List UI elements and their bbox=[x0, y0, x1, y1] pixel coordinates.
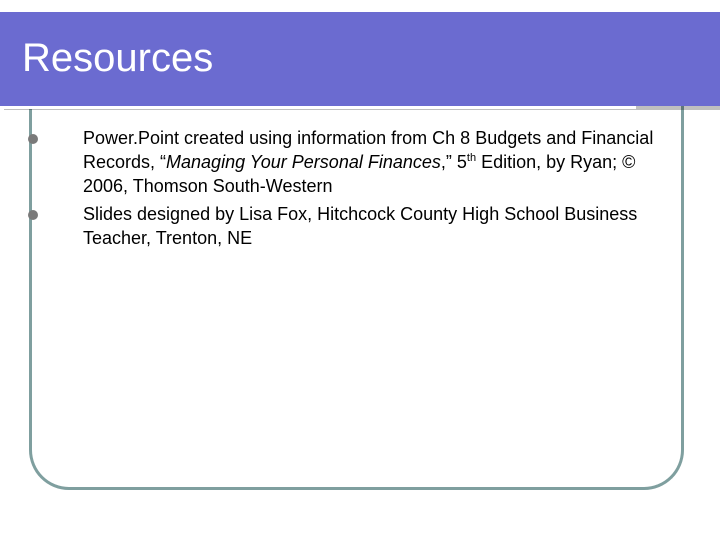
bullet-list bbox=[28, 126, 668, 254]
bullet-dot-icon bbox=[28, 134, 38, 144]
bullet-item-credits bbox=[28, 202, 668, 250]
bullet-text-start: Power.Point created using information from Ch 8 Budgets and Financial Records, “ bbox=[83, 128, 654, 172]
title-divider bbox=[0, 106, 636, 109]
slide-frame bbox=[29, 60, 684, 490]
bullet-text-end: Edition, by Ryan; © 2006, Thomson South-Western bbox=[83, 152, 636, 196]
slide-title: Resources bbox=[22, 36, 214, 80]
bullet-item-sources bbox=[28, 126, 668, 198]
bullet-text: Slides designed by Lisa Fox, Hitchcock County High School Business Teacher, Trenton, NE bbox=[83, 204, 638, 248]
edition-superscript: th bbox=[466, 152, 477, 164]
bullet-dot-icon bbox=[28, 210, 38, 220]
bullet-text-mid: ,” 5 bbox=[440, 152, 467, 172]
book-title: Managing Your Personal Finances bbox=[166, 152, 441, 172]
title-bar bbox=[0, 12, 720, 106]
